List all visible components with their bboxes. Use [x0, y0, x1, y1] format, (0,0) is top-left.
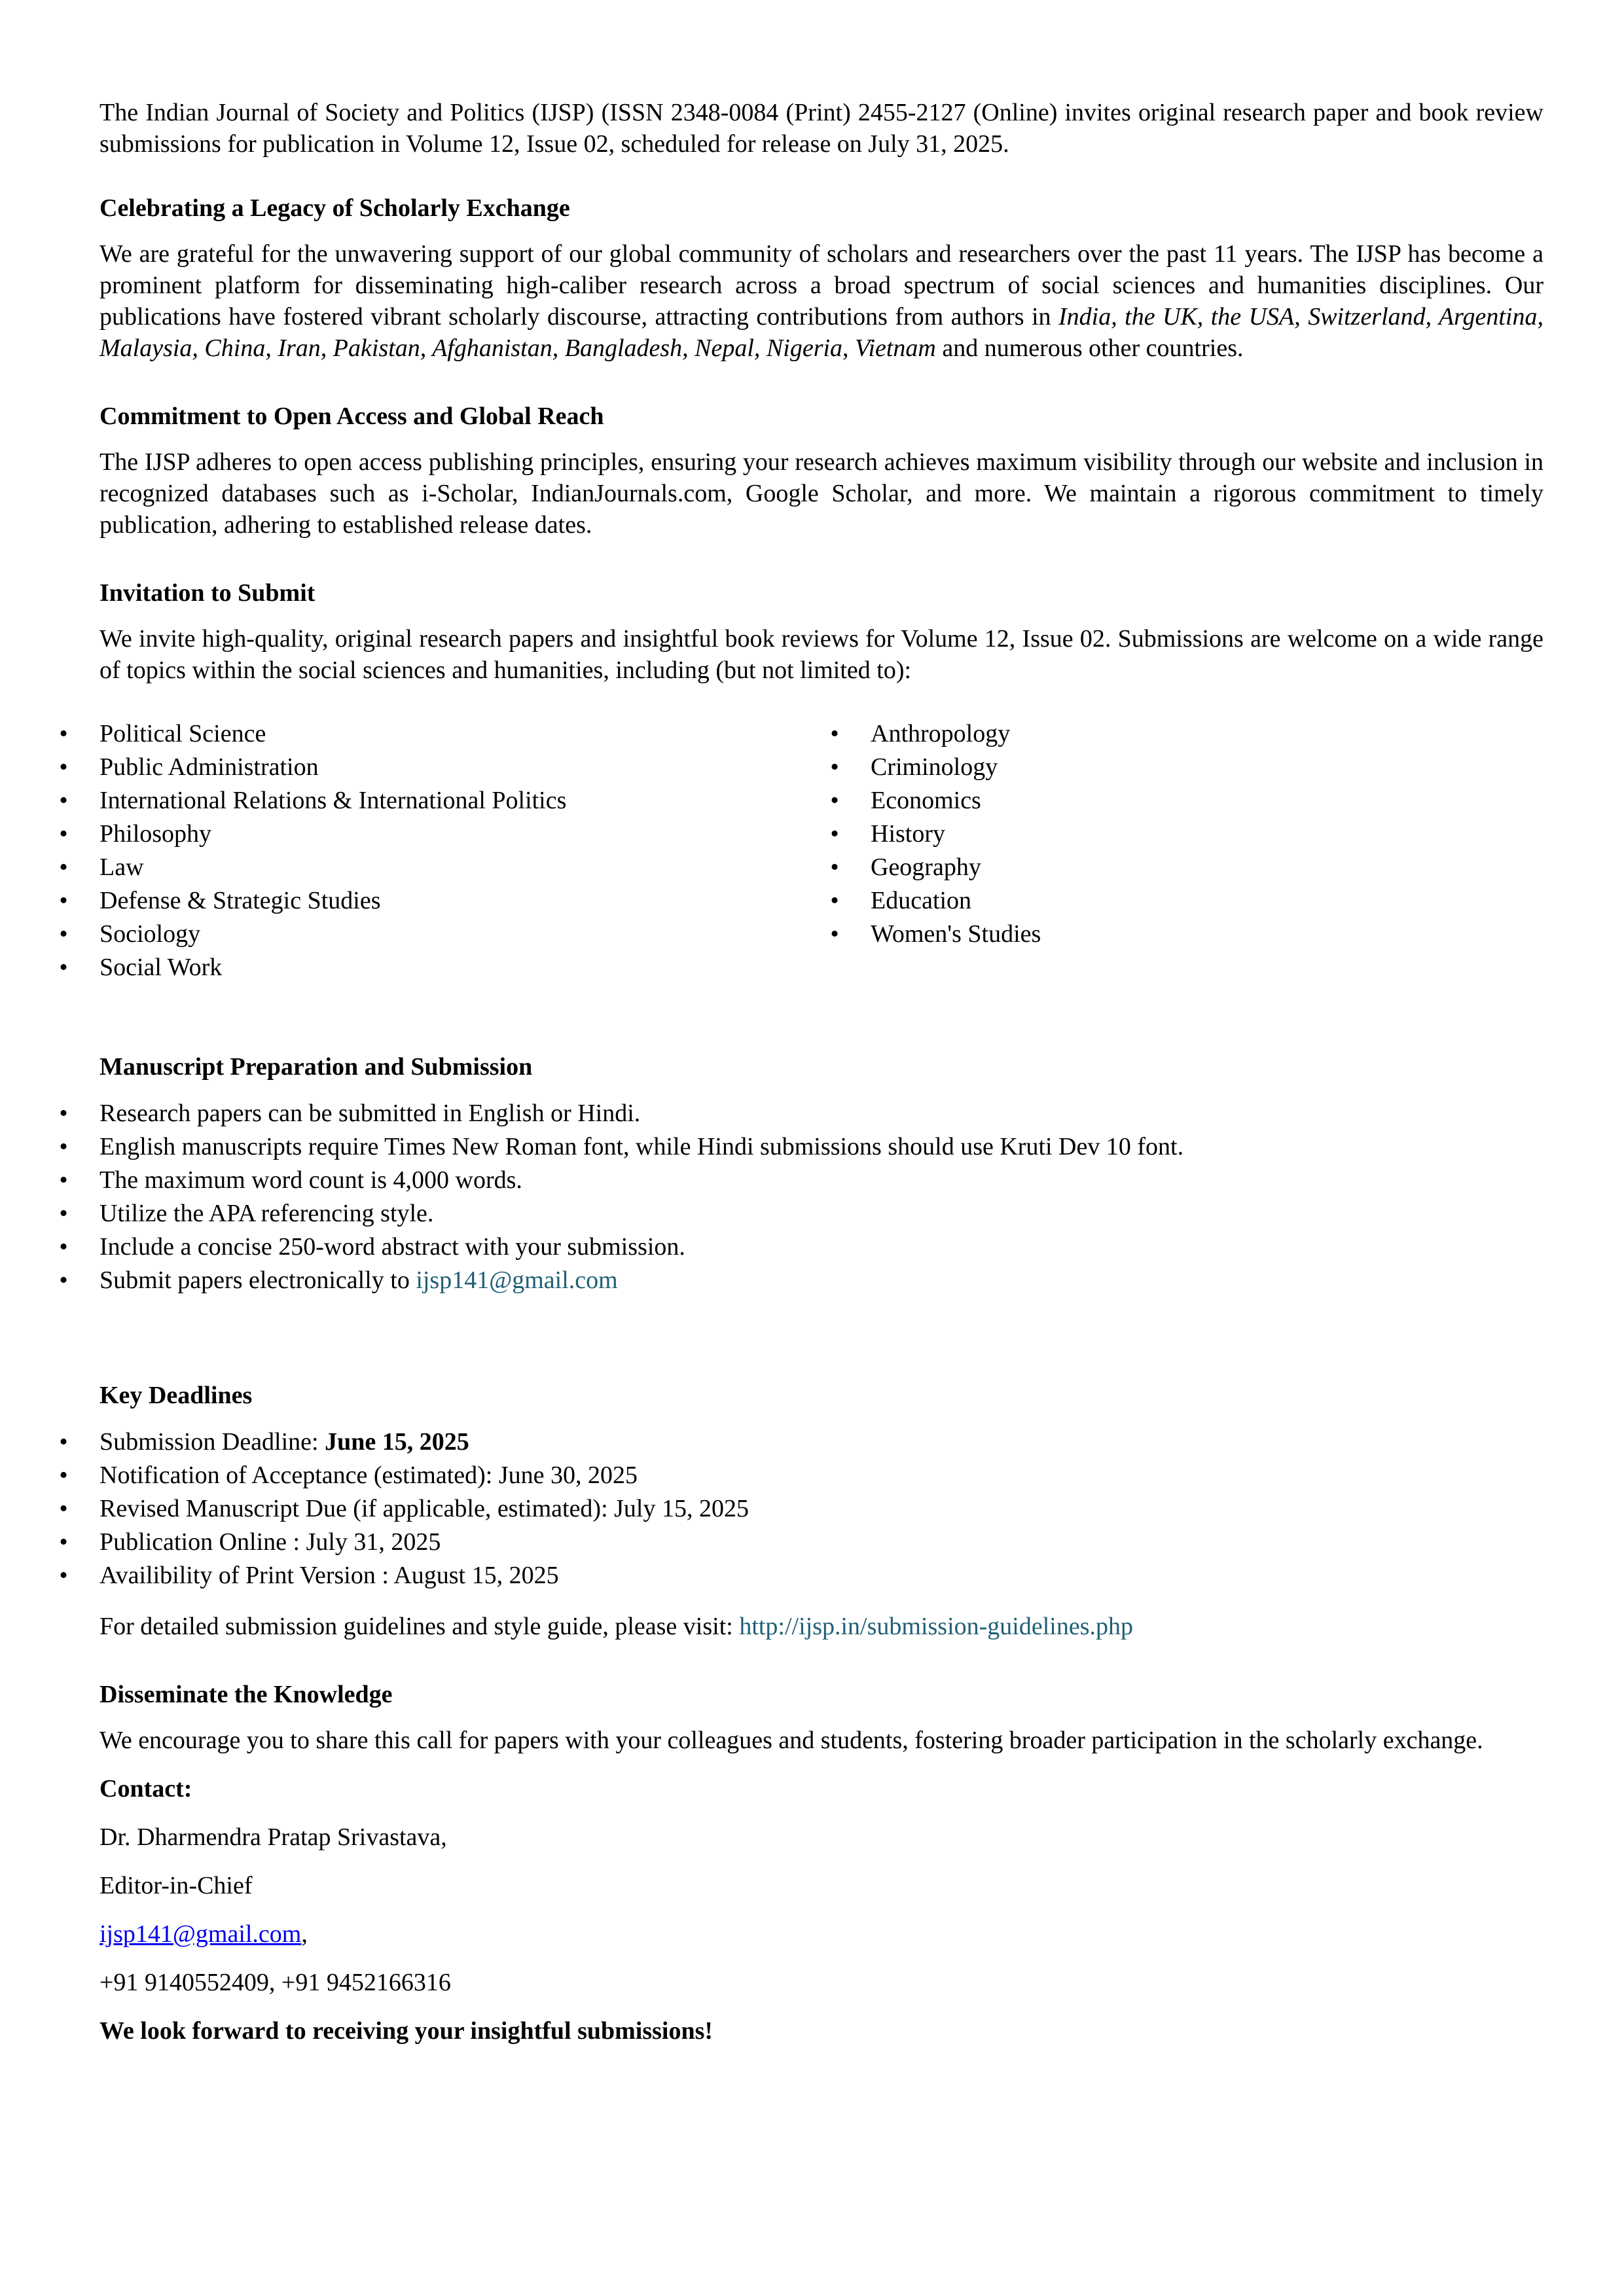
bullet-icon: •	[59, 1495, 68, 1522]
bullet-icon: •	[830, 720, 839, 747]
open-access-heading: Commitment to Open Access and Global Reach	[99, 403, 604, 430]
list-item	[59, 1459, 1543, 1492]
bullet-icon: •	[59, 1462, 68, 1489]
list-item-text: International Relations & International Politics	[99, 787, 567, 814]
list-item	[830, 884, 1525, 918]
bullet-icon: •	[59, 820, 68, 848]
bullet-icon: •	[830, 820, 839, 848]
bullet-icon: •	[830, 853, 839, 881]
contact-email-link[interactable]: ijsp141@gmail.com	[99, 1920, 302, 1948]
guidelines-prefix: For detailed submission guidelines and style guide, please visit:	[99, 1613, 740, 1640]
contact-role: Editor-in-Chief	[99, 1872, 253, 1899]
bullet-icon: •	[59, 920, 68, 948]
list-item-text: Philosophy	[99, 820, 212, 848]
contact-email-suffix: ,	[301, 1920, 308, 1948]
bullet-icon: •	[59, 1428, 68, 1456]
list-item-text: Notification of Acceptance (estimated): June 30, 2025	[99, 1462, 638, 1489]
list-item	[59, 1097, 1543, 1130]
guidelines-line	[99, 1611, 1543, 1642]
contact-email-line	[99, 1918, 1543, 1950]
list-item	[59, 1526, 1543, 1559]
bullet-icon: •	[830, 920, 839, 948]
bullet-icon: •	[59, 1133, 68, 1160]
bullet-icon: •	[59, 1100, 68, 1127]
list-item-text: Defense & Strategic Studies	[99, 887, 381, 914]
list-item	[59, 1197, 1543, 1230]
bullet-icon: •	[59, 1528, 68, 1556]
list-item	[59, 918, 871, 951]
list-item-text: Include a concise 250-word abstract with your submission.	[99, 1233, 685, 1261]
list-item	[830, 784, 1525, 817]
list-item-text: History	[871, 820, 945, 848]
list-item	[59, 1230, 1543, 1264]
deadlines-list	[59, 1426, 1543, 1592]
invitation-heading: Invitation to Submit	[99, 579, 316, 607]
list-item	[59, 784, 871, 817]
legacy-text-a: We are grateful for the unwavering support of our global community of scholars and researchers over the past 11 years. The IJSP has become a prominent platform for disseminating high-caliber research across a broad spectrum of social sciences and humanities disciplines. Our publications have fostered vibrant scholarly discourse, attracting contributions from authors in	[99, 240, 1543, 331]
bullet-icon: •	[830, 787, 839, 814]
disseminate-heading: Disseminate the Knowledge	[99, 1681, 393, 1708]
list-item-text: Publication Online : July 31, 2025	[99, 1528, 441, 1556]
list-item	[59, 851, 871, 884]
guidelines-link[interactable]: http://ijsp.in/submission-guidelines.php	[739, 1613, 1134, 1640]
list-item	[830, 817, 1525, 851]
invitation-paragraph: We invite high-quality, original research papers and insightful book reviews for Volume 12, Issue 02. Submissions are welcome on a wide range of topics within the social sciences and humanities, including (but not limited to):	[99, 625, 1543, 684]
list-item-text: Utilize the APA referencing style.	[99, 1200, 434, 1227]
submit-prefix: Submit papers electronically to	[99, 1266, 416, 1294]
bullet-icon: •	[59, 787, 68, 814]
list-item-text: Revised Manuscript Due (if applicable, estimated): July 15, 2025	[99, 1495, 749, 1522]
topics-right-column	[830, 717, 1525, 984]
list-item-text: Social Work	[99, 954, 223, 981]
list-item-text: Economics	[871, 787, 981, 814]
list-item-text: The maximum word count is 4,000 words.	[99, 1166, 522, 1194]
legacy-heading: Celebrating a Legacy of Scholarly Exchange	[99, 194, 570, 222]
list-item	[830, 751, 1525, 784]
list-item	[59, 1426, 1543, 1459]
bullet-icon: •	[59, 853, 68, 881]
list-item	[59, 884, 871, 918]
contact-name: Dr. Dharmendra Pratap Srivastava,	[99, 1823, 447, 1851]
list-item	[59, 751, 871, 784]
legacy-last-country: Vietnam	[855, 334, 936, 362]
submission-email-link[interactable]: ijsp141@gmail.com	[416, 1266, 618, 1294]
bullet-icon: •	[830, 753, 839, 781]
legacy-countries: India, the UK, the USA, Switzerland, Argentina, Malaysia, China, Iran, Pakistan, Afghanistan, Bangladesh, Nepal, Nigeria	[99, 303, 1543, 362]
submission-deadline-date: June 15, 2025	[325, 1428, 469, 1456]
list-item	[830, 918, 1525, 951]
list-item	[59, 817, 871, 851]
list-item	[59, 1492, 1543, 1526]
open-access-paragraph: The IJSP adheres to open access publishing principles, ensuring your research achieves maximum visibility through our website and inclusion in recognized databases such as i-Scholar, IndianJournals.com, Google Scholar, and more. We maintain a rigorous commitment to timely publication, adhering to established release dates.	[99, 448, 1543, 539]
list-item-text: Criminology	[871, 753, 998, 781]
list-item-text: Political Science	[99, 720, 266, 747]
list-item	[59, 717, 871, 751]
list-item-text: Law	[99, 853, 144, 881]
list-item-text: Anthropology	[871, 720, 1011, 747]
bullet-icon: •	[59, 753, 68, 781]
list-item	[830, 851, 1525, 884]
bullet-icon: •	[830, 887, 839, 914]
list-item	[830, 717, 1525, 751]
list-item-text: Education	[871, 887, 972, 914]
legacy-paragraph	[99, 238, 1543, 364]
list-item	[59, 1559, 1543, 1592]
intro-paragraph: The Indian Journal of Society and Politics (IJSP) (ISSN 2348-0084 (Print) 2455-2127 (Online) invites original research paper and book review submissions for publication in Volume 12, Issue 02, scheduled for release on July 31, 2025.	[99, 99, 1543, 158]
list-item	[59, 1130, 1543, 1164]
deadlines-heading: Key Deadlines	[99, 1382, 253, 1409]
legacy-sep: ,	[842, 334, 856, 362]
bullet-icon: •	[59, 954, 68, 981]
bullet-icon: •	[59, 1233, 68, 1261]
bullet-icon: •	[59, 1562, 68, 1589]
bullet-icon: •	[59, 1200, 68, 1227]
topics-list	[59, 717, 1543, 984]
bullet-icon: •	[59, 720, 68, 747]
list-item-text: Women's Studies	[871, 920, 1041, 948]
bullet-icon: •	[59, 1166, 68, 1194]
bullet-icon: •	[59, 1266, 68, 1294]
list-item-text: Research papers can be submitted in English or Hindi.	[99, 1100, 641, 1127]
list-item-text: English manuscripts require Times New Roman font, while Hindi submissions should use Kruti Dev 10 font.	[99, 1133, 1184, 1160]
bullet-icon: •	[59, 887, 68, 914]
list-item	[59, 951, 871, 984]
submission-deadline-label: Submission Deadline:	[99, 1428, 325, 1456]
manuscript-list	[59, 1097, 1543, 1264]
legacy-text-b: and numerous other countries.	[935, 334, 1244, 362]
contact-phones: +91 9140552409, +91 9452166316	[99, 1969, 451, 1996]
call-for-papers-page	[59, 97, 1543, 2047]
list-item-text: Availibility of Print Version : August 15, 2025	[99, 1562, 559, 1589]
disseminate-paragraph: We encourage you to share this call for papers with your colleagues and students, fostering broader participation in the scholarly exchange.	[99, 1727, 1483, 1754]
list-item-text: Public Administration	[99, 753, 319, 781]
closing-line: We look forward to receiving your insightful submissions!	[99, 2017, 713, 2045]
list-item-text: Geography	[871, 853, 981, 881]
topics-left-column	[59, 717, 871, 984]
list-item	[59, 1164, 1543, 1197]
contact-heading: Contact:	[99, 1775, 192, 1803]
list-item-text: Sociology	[99, 920, 201, 948]
list-item	[59, 1264, 1543, 1297]
manuscript-submit-list	[59, 1264, 1543, 1297]
manuscript-heading: Manuscript Preparation and Submission	[99, 1053, 533, 1081]
